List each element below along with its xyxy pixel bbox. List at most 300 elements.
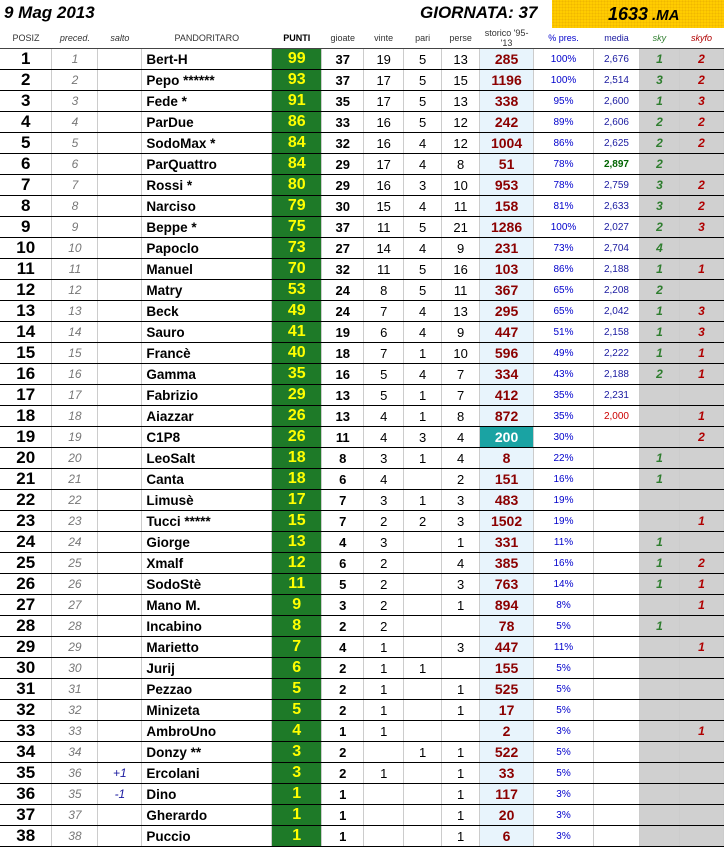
position-cell: 4 [0,112,52,133]
average-cell: 2,897 [593,154,639,175]
jump-cell [98,70,142,91]
sky-cell: 2 [639,280,679,301]
played-cell: 32 [322,259,364,280]
sky-cell [639,784,679,805]
presence-pct-cell: 51% [534,322,594,343]
won-cell: 16 [364,133,404,154]
played-cell: 2 [322,616,364,637]
skyfo-cell: 1 [679,406,723,427]
previous-position-cell: 2 [52,70,98,91]
skyfo-cell [679,679,723,700]
average-cell [593,679,639,700]
skyfo-cell: 3 [679,301,723,322]
player-name-cell: Rossi * [142,175,272,196]
jump-cell [98,217,142,238]
presence-pct-cell: 3% [534,826,594,847]
won-cell [364,784,404,805]
sky-cell: 1 [639,301,679,322]
table-row [0,322,724,343]
table-row [0,574,724,595]
skyfo-cell: 1 [679,595,723,616]
player-name-cell: Ercolani [142,763,272,784]
lost-cell: 4 [442,448,480,469]
table-row [0,721,724,742]
sky-cell [639,721,679,742]
col-header-pari: pari [404,28,442,49]
position-cell: 17 [0,385,52,406]
jump-cell [98,469,142,490]
jump-cell [98,532,142,553]
played-cell: 35 [322,91,364,112]
points-cell: 93 [272,70,322,91]
position-cell: 6 [0,154,52,175]
average-cell [593,574,639,595]
previous-position-cell: 5 [52,133,98,154]
table-row [0,826,724,847]
storico-cell: 33 [480,763,534,784]
presence-pct-cell: 65% [534,280,594,301]
played-cell: 18 [322,343,364,364]
average-cell [593,826,639,847]
player-name-cell: Gherardo [142,805,272,826]
average-cell: 2,042 [593,301,639,322]
storico-cell: 385 [480,553,534,574]
drawn-cell [404,700,442,721]
sky-cell [639,805,679,826]
table-row [0,469,724,490]
drawn-cell: 3 [404,175,442,196]
lost-cell: 1 [442,679,480,700]
previous-position-cell: 32 [52,700,98,721]
position-cell: 11 [0,259,52,280]
played-cell: 30 [322,196,364,217]
col-header-perse: perse [442,28,480,49]
col-header-punti: PUNTI [272,28,322,49]
lost-cell: 16 [442,259,480,280]
jump-cell [98,406,142,427]
previous-position-cell: 7 [52,175,98,196]
points-cell: 15 [272,511,322,532]
position-cell: 3 [0,91,52,112]
player-name-cell: Incabino [142,616,272,637]
player-name-cell: Fabrizio [142,385,272,406]
position-cell: 23 [0,511,52,532]
won-cell: 2 [364,553,404,574]
won-cell: 14 [364,238,404,259]
drawn-cell: 1 [404,658,442,679]
player-name-cell: Pepo ****** [142,70,272,91]
drawn-cell [404,784,442,805]
points-cell: 86 [272,112,322,133]
previous-position-cell: 36 [52,763,98,784]
storico-cell: 295 [480,301,534,322]
jump-cell [98,805,142,826]
lost-cell: 3 [442,490,480,511]
skyfo-cell: 1 [679,259,723,280]
played-cell: 24 [322,280,364,301]
storico-cell: 522 [480,742,534,763]
drawn-cell: 5 [404,49,442,70]
points-cell: 26 [272,427,322,448]
storico-cell: 334 [480,364,534,385]
sky-cell [639,595,679,616]
skyfo-cell [679,658,723,679]
storico-cell: 367 [480,280,534,301]
presence-pct-cell: 16% [534,553,594,574]
average-cell [593,490,639,511]
presence-pct-cell: 100% [534,49,594,70]
jump-cell [98,154,142,175]
skyfo-cell [679,700,723,721]
average-cell [593,469,639,490]
player-name-cell: Fede * [142,91,272,112]
sky-cell [639,511,679,532]
won-cell: 4 [364,427,404,448]
won-cell: 4 [364,406,404,427]
player-name-cell: Beppe * [142,217,272,238]
skyfo-cell [679,490,723,511]
storico-cell: 231 [480,238,534,259]
col-header-storico: storico '95-'13 [480,28,534,49]
table-row [0,784,724,805]
position-cell: 29 [0,637,52,658]
presence-pct-cell: 3% [534,784,594,805]
jump-cell [98,49,142,70]
sky-cell: 1 [639,259,679,280]
lost-cell: 1 [442,784,480,805]
table-row [0,364,724,385]
average-cell [593,595,639,616]
player-name-cell: Donzy ** [142,742,272,763]
presence-pct-cell: 78% [534,175,594,196]
sky-cell: 4 [639,238,679,259]
position-cell: 35 [0,763,52,784]
average-cell: 2,600 [593,91,639,112]
jump-cell [98,112,142,133]
jump-cell [98,175,142,196]
played-cell: 4 [322,637,364,658]
lost-cell: 11 [442,280,480,301]
storico-cell: 155 [480,658,534,679]
drawn-cell: 1 [404,385,442,406]
lost-cell: 3 [442,574,480,595]
lost-cell: 3 [442,637,480,658]
points-cell: 8 [272,616,322,637]
table-row [0,196,724,217]
average-cell: 2,231 [593,385,639,406]
lost-cell: 7 [442,385,480,406]
skyfo-cell [679,742,723,763]
played-cell: 2 [322,742,364,763]
played-cell: 1 [322,805,364,826]
skyfo-cell: 2 [679,427,723,448]
drawn-cell [404,805,442,826]
table-row [0,154,724,175]
sky-cell: 1 [639,469,679,490]
played-cell: 29 [322,154,364,175]
drawn-cell: 5 [404,217,442,238]
player-name-cell: ParDue [142,112,272,133]
points-cell: 4 [272,721,322,742]
table-row [0,448,724,469]
previous-position-cell: 4 [52,112,98,133]
position-cell: 16 [0,364,52,385]
won-cell: 16 [364,112,404,133]
presence-pct-cell: 86% [534,133,594,154]
storico-cell: 6 [480,826,534,847]
previous-position-cell: 17 [52,385,98,406]
previous-position-cell: 10 [52,238,98,259]
jump-cell: -1 [98,784,142,805]
presence-pct-cell: 5% [534,763,594,784]
previous-position-cell: 28 [52,616,98,637]
previous-position-cell: 33 [52,721,98,742]
player-name-cell: Canta [142,469,272,490]
played-cell: 13 [322,385,364,406]
points-cell: 73 [272,238,322,259]
previous-position-cell: 34 [52,742,98,763]
average-cell [593,427,639,448]
storico-cell: 1196 [480,70,534,91]
presence-pct-cell: 35% [534,406,594,427]
table-row [0,511,724,532]
standings-body [0,49,724,847]
lost-cell: 1 [442,532,480,553]
presence-pct-cell: 11% [534,532,594,553]
won-cell: 7 [364,343,404,364]
presence-pct-cell: 11% [534,637,594,658]
average-cell: 2,676 [593,49,639,70]
jump-cell [98,196,142,217]
drawn-cell [404,763,442,784]
average-cell [593,637,639,658]
presence-pct-cell: 5% [534,616,594,637]
position-cell: 28 [0,616,52,637]
jump-cell [98,427,142,448]
presence-pct-cell: 3% [534,721,594,742]
player-name-cell: Francè [142,343,272,364]
position-cell: 9 [0,217,52,238]
storico-cell: 78 [480,616,534,637]
average-cell: 2,188 [593,364,639,385]
skyfo-cell: 1 [679,574,723,595]
col-header-posiz: POSIZ [0,28,52,49]
player-name-cell: Puccio [142,826,272,847]
col-header-preced: preced. [52,28,98,49]
points-cell: 49 [272,301,322,322]
table-row [0,595,724,616]
sky-cell [639,385,679,406]
jump-cell [98,616,142,637]
position-cell: 8 [0,196,52,217]
drawn-cell: 4 [404,133,442,154]
skyfo-cell: 1 [679,637,723,658]
previous-position-cell: 20 [52,448,98,469]
presence-pct-cell: 5% [534,700,594,721]
average-cell: 2,000 [593,406,639,427]
previous-position-cell: 21 [52,469,98,490]
previous-position-cell: 31 [52,679,98,700]
drawn-cell: 1 [404,343,442,364]
average-cell [593,763,639,784]
played-cell: 1 [322,826,364,847]
table-row [0,406,724,427]
position-cell: 26 [0,574,52,595]
average-cell [593,511,639,532]
played-cell: 24 [322,301,364,322]
player-name-cell: Giorge [142,532,272,553]
player-name-cell: ParQuattro [142,154,272,175]
points-cell: 35 [272,364,322,385]
storico-cell: 338 [480,91,534,112]
points-cell: 1 [272,805,322,826]
skyfo-cell: 2 [679,196,723,217]
position-cell: 25 [0,553,52,574]
giornata-label: GIORNATA: 37 [420,3,538,22]
header-row [0,28,724,49]
played-cell: 37 [322,49,364,70]
skyfo-cell [679,616,723,637]
position-cell: 1 [0,49,52,70]
sky-cell: 1 [639,91,679,112]
average-cell: 2,188 [593,259,639,280]
won-cell: 2 [364,616,404,637]
average-cell [593,616,639,637]
skyfo-cell: 2 [679,133,723,154]
sky-cell [639,742,679,763]
storico-cell: 20 [480,805,534,826]
sky-cell: 1 [639,322,679,343]
sky-cell: 2 [639,154,679,175]
table-row [0,112,724,133]
average-cell [593,700,639,721]
player-name-cell: Jurij [142,658,272,679]
table-row [0,133,724,154]
jump-cell [98,322,142,343]
storico-cell: 17 [480,700,534,721]
storico-cell: 103 [480,259,534,280]
points-cell: 5 [272,700,322,721]
previous-position-cell: 12 [52,280,98,301]
drawn-cell [404,826,442,847]
table-row [0,49,724,70]
storico-cell: 158 [480,196,534,217]
sky-cell [639,700,679,721]
played-cell: 7 [322,511,364,532]
presence-pct-cell: 14% [534,574,594,595]
presence-pct-cell: 89% [534,112,594,133]
storico-cell: 596 [480,343,534,364]
player-name-cell: Gamma [142,364,272,385]
player-name-cell: Beck [142,301,272,322]
sky-cell: 2 [639,364,679,385]
played-cell: 2 [322,700,364,721]
jump-cell [98,91,142,112]
drawn-cell: 1 [404,490,442,511]
points-cell: 9 [272,595,322,616]
position-cell: 36 [0,784,52,805]
previous-position-cell: 1 [52,49,98,70]
table-row [0,301,724,322]
storico-cell: 117 [480,784,534,805]
player-name-cell: SodoMax * [142,133,272,154]
points-cell: 11 [272,574,322,595]
played-cell: 16 [322,364,364,385]
played-cell: 4 [322,532,364,553]
player-name-cell: Dino [142,784,272,805]
table-row [0,175,724,196]
skyfo-cell: 1 [679,721,723,742]
player-name-cell: Minizeta [142,700,272,721]
sky-cell [639,637,679,658]
col-header-gioate: gioate [322,28,364,49]
skyfo-cell: 2 [679,112,723,133]
lost-cell: 10 [442,175,480,196]
lost-cell: 7 [442,364,480,385]
table-row [0,280,724,301]
col-header-pres: % pres. [534,28,594,49]
previous-position-cell: 18 [52,406,98,427]
position-cell: 14 [0,322,52,343]
jump-cell [98,364,142,385]
jump-cell [98,826,142,847]
table-row [0,490,724,511]
storico-cell: 151 [480,469,534,490]
won-cell: 19 [364,49,404,70]
previous-position-cell: 26 [52,574,98,595]
presence-pct-cell: 35% [534,385,594,406]
presence-pct-cell: 8% [534,595,594,616]
points-cell: 91 [272,91,322,112]
played-cell: 6 [322,553,364,574]
table-row [0,763,724,784]
skyfo-cell [679,154,723,175]
sky-cell: 1 [639,532,679,553]
lost-cell: 12 [442,112,480,133]
skyfo-cell [679,385,723,406]
won-cell: 11 [364,217,404,238]
lost-cell: 1 [442,595,480,616]
points-cell: 6 [272,658,322,679]
drawn-cell: 4 [404,322,442,343]
position-cell: 15 [0,343,52,364]
won-cell: 7 [364,301,404,322]
lost-cell: 8 [442,406,480,427]
won-cell: 1 [364,721,404,742]
table-row [0,70,724,91]
lost-cell [442,616,480,637]
presence-pct-cell: 73% [534,238,594,259]
lost-cell: 12 [442,133,480,154]
drawn-cell: 1 [404,742,442,763]
position-cell: 12 [0,280,52,301]
col-header-skyfo: skyfo [679,28,723,49]
table-row [0,343,724,364]
previous-position-cell: 19 [52,427,98,448]
skyfo-cell: 3 [679,217,723,238]
previous-position-cell: 16 [52,364,98,385]
storico-cell: 483 [480,490,534,511]
average-cell [593,721,639,742]
position-cell: 30 [0,658,52,679]
won-cell: 1 [364,679,404,700]
jump-cell [98,511,142,532]
played-cell: 27 [322,238,364,259]
previous-position-cell: 23 [52,511,98,532]
drawn-cell: 4 [404,154,442,175]
presence-pct-cell: 81% [534,196,594,217]
table-row [0,532,724,553]
